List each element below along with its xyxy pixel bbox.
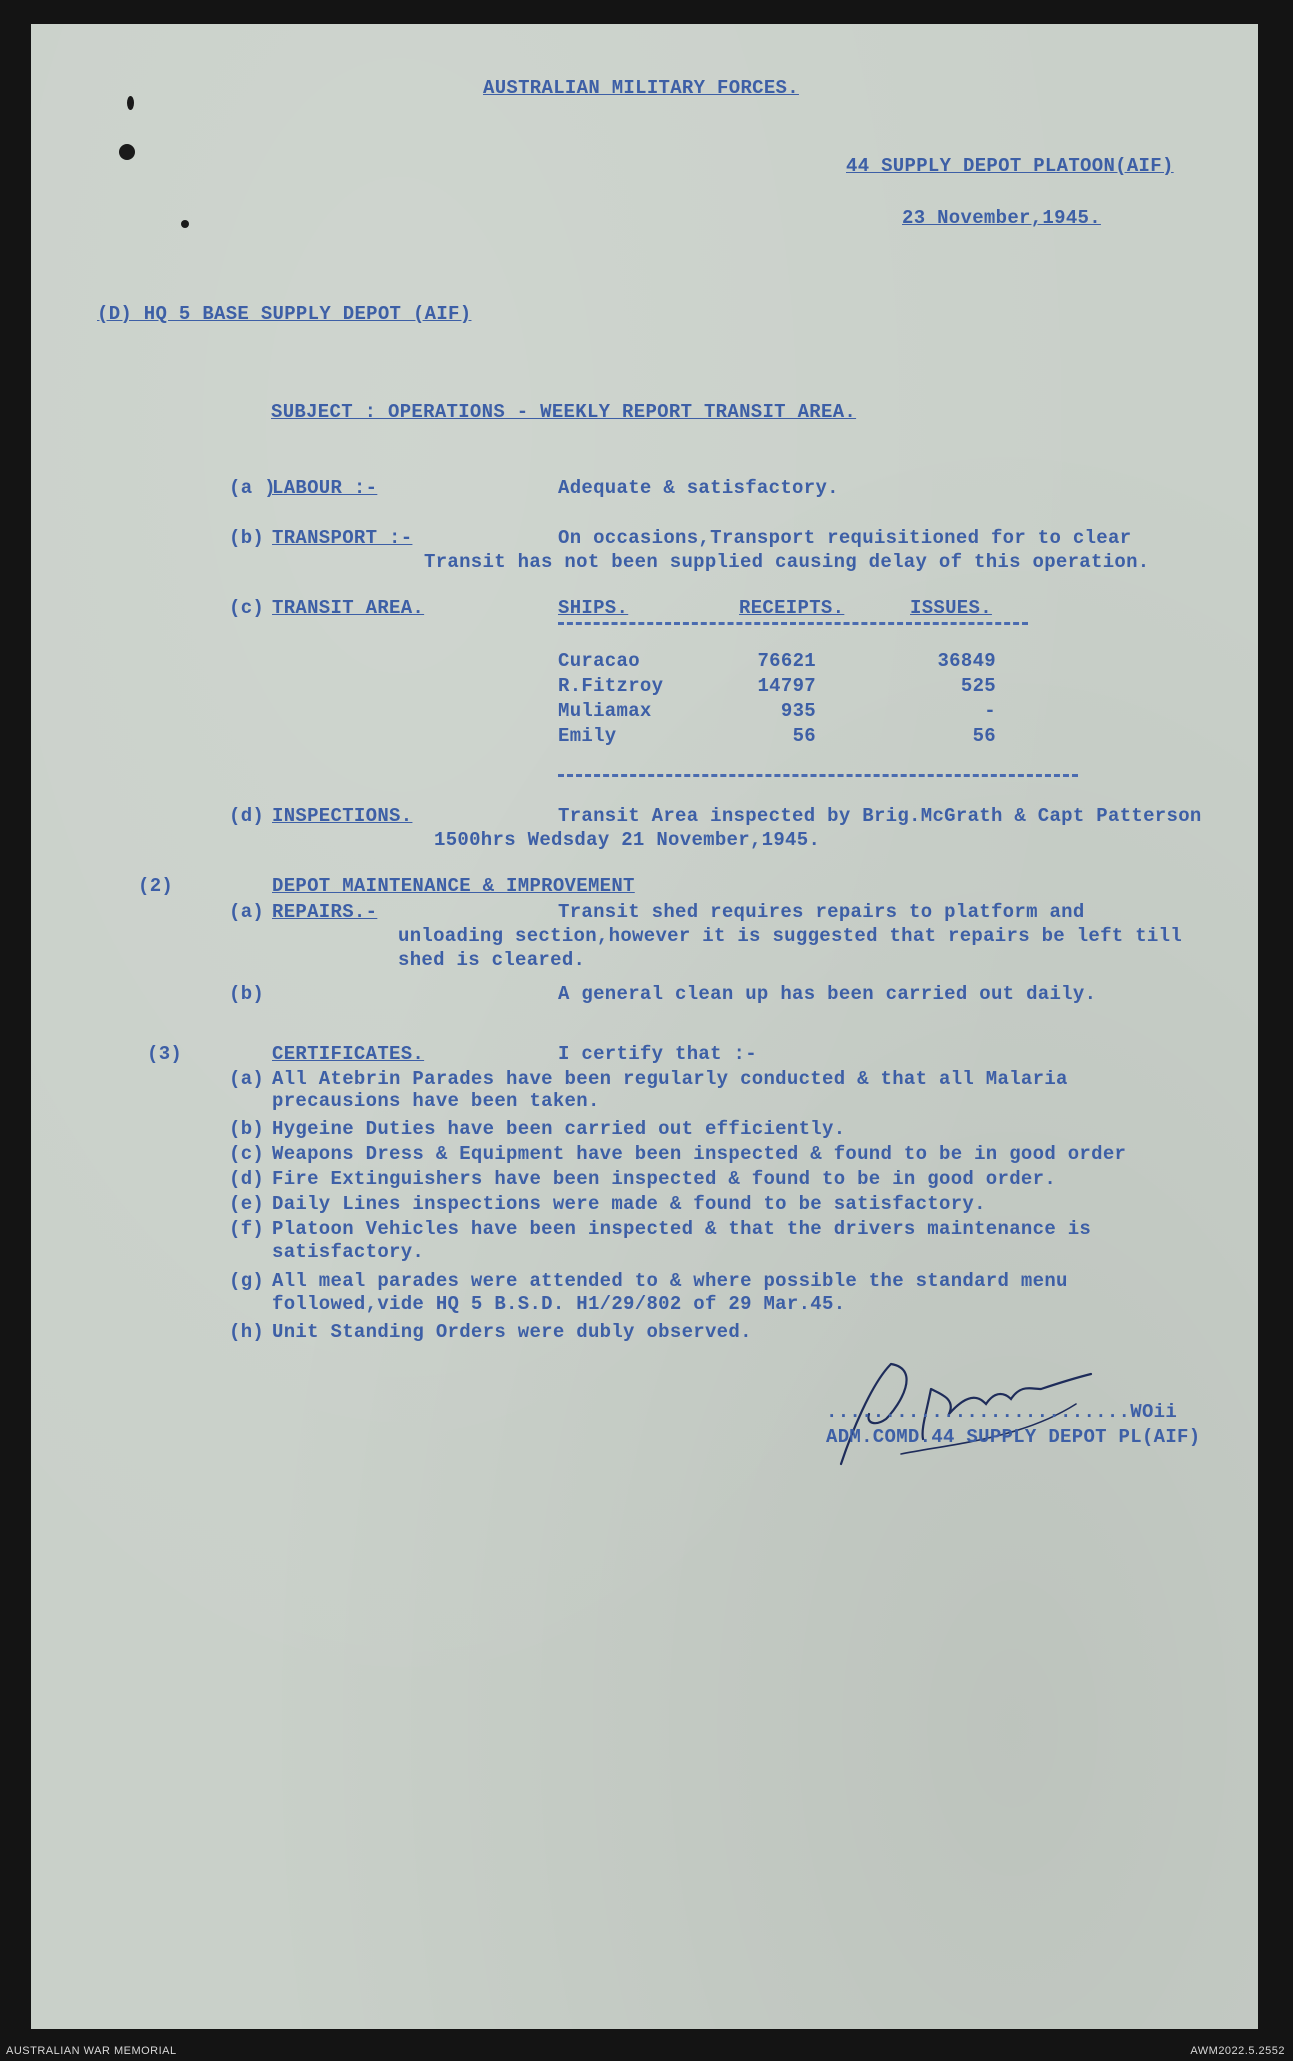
certificates-heading: CERTIFICATES. [272,1043,425,1065]
certificate-marker: (e) [229,1193,265,1215]
certificate-marker: (h) [229,1321,265,1343]
ship-name: Muliamax [558,700,652,722]
section-c-marker: (c) [229,597,265,619]
certificate-line: Daily Lines inspections were made & found to be satisfactory. [272,1193,986,1215]
header-underline [558,622,1028,625]
section-a-marker: (a ) [229,477,276,499]
column-header-ships: SHIPS. [558,597,629,619]
ship-name: Emily [558,725,617,747]
signatory-title: ADM.COMD.44 SUPPLY DEPOT PL(AIF) [826,1426,1201,1448]
depot-maintenance-heading: DEPOT MAINTENANCE & IMPROVEMENT [272,875,635,897]
certificate-line: satisfactory. [272,1241,425,1263]
table-bottom-rule [558,774,1078,777]
certificate-line: All Atebrin Parades have been regularly conducted & that all Malaria [272,1068,1068,1090]
section-3-number: (3) [147,1043,183,1065]
certificate-line: All meal parades were attended to & where possible the standard menu [272,1270,1068,1292]
issues-value: 56 [972,725,996,747]
document-title: AUSTRALIAN MILITARY FORCES. [483,77,799,99]
certificate-line: precausions have been taken. [272,1090,600,1112]
certificate-marker: (b) [229,1118,265,1140]
section-d-marker: (d) [229,805,265,827]
certificate-line: Hygeine Duties have been carried out efficiently. [272,1118,846,1140]
inspections-line-1: Transit Area inspected by Brig.McGrath & Capt Patterson [558,805,1202,827]
certificate-marker: (a) [229,1068,265,1090]
inspections-label: INSPECTIONS. [272,805,413,827]
transport-line-2: Transit has not been supplied causing delay of this operation. [424,551,1150,573]
transport-line-1: On occasions,Transport requisitioned for to clear [558,527,1132,549]
certificate-marker: (g) [229,1270,265,1292]
column-header-issues: ISSUES. [910,597,992,619]
punch-mark [181,220,189,228]
receipts-value: 56 [792,725,816,747]
certificate-marker: (d) [229,1168,265,1190]
certificate-line: Unit Standing Orders were dubly observed. [272,1321,752,1343]
document-page [31,24,1258,2029]
unit-name: 44 SUPPLY DEPOT PLATOON(AIF) [846,155,1174,177]
repairs-marker: (a) [229,901,265,923]
cleanup-marker: (b) [229,983,265,1005]
punch-mark [119,144,135,160]
section-2-number: (2) [138,875,174,897]
cleanup-text: A general clean up has been carried out daily. [558,983,1097,1005]
inspections-line-2: 1500hrs Wedsday 21 November,1945. [434,829,821,851]
certificate-line: Fire Extinguishers have been inspected & found to be in good order. [272,1168,1057,1190]
archive-credit: AUSTRALIAN WAR MEMORIAL [6,2045,177,2057]
repairs-label: REPAIRS.- [272,901,378,923]
certificate-marker: (f) [229,1218,265,1240]
transit-area-label: TRANSIT AREA. [272,597,425,619]
receipts-value: 935 [780,700,816,722]
transport-label: TRANSPORT :- [272,527,413,549]
labour-label: LABOUR :- [272,477,378,499]
archive-reference: AWM2022.5.2552 [1190,2045,1285,2057]
subject-line: SUBJECT : OPERATIONS - WEEKLY REPORT TRANSIT AREA. [271,401,857,423]
certificate-marker: (c) [229,1143,265,1165]
column-header-receipts: RECEIPTS. [739,597,845,619]
punch-mark [127,96,134,110]
issues-value: - [984,700,996,722]
repairs-line-1: Transit shed requires repairs to platform and [558,901,1085,923]
signature-dots: ..........................WOii [826,1401,1178,1423]
issues-value: 525 [960,675,996,697]
certificate-line: Platoon Vehicles have been inspected & that the drivers maintenance is [272,1218,1092,1240]
repairs-line-3: shed is cleared. [398,949,586,971]
ship-name: Curacao [558,650,640,672]
addressee: (D) HQ 5 BASE SUPPLY DEPOT (AIF) [97,303,472,325]
receipts-value: 14797 [757,675,816,697]
document-date: 23 November,1945. [902,207,1101,229]
issues-value: 36849 [937,650,996,672]
certify-intro: I certify that :- [558,1043,757,1065]
repairs-line-2: unloading section,however it is suggested that repairs be left till [398,925,1183,947]
section-b-marker: (b) [229,527,265,549]
certificate-line: Weapons Dress & Equipment have been inspected & found to be in good order [272,1143,1127,1165]
ship-name: R.Fitzroy [558,675,664,697]
labour-text: Adequate & satisfactory. [558,477,839,499]
receipts-value: 76621 [757,650,816,672]
certificate-line: followed,vide HQ 5 B.S.D. H1/29/802 of 29 Mar.45. [272,1293,846,1315]
